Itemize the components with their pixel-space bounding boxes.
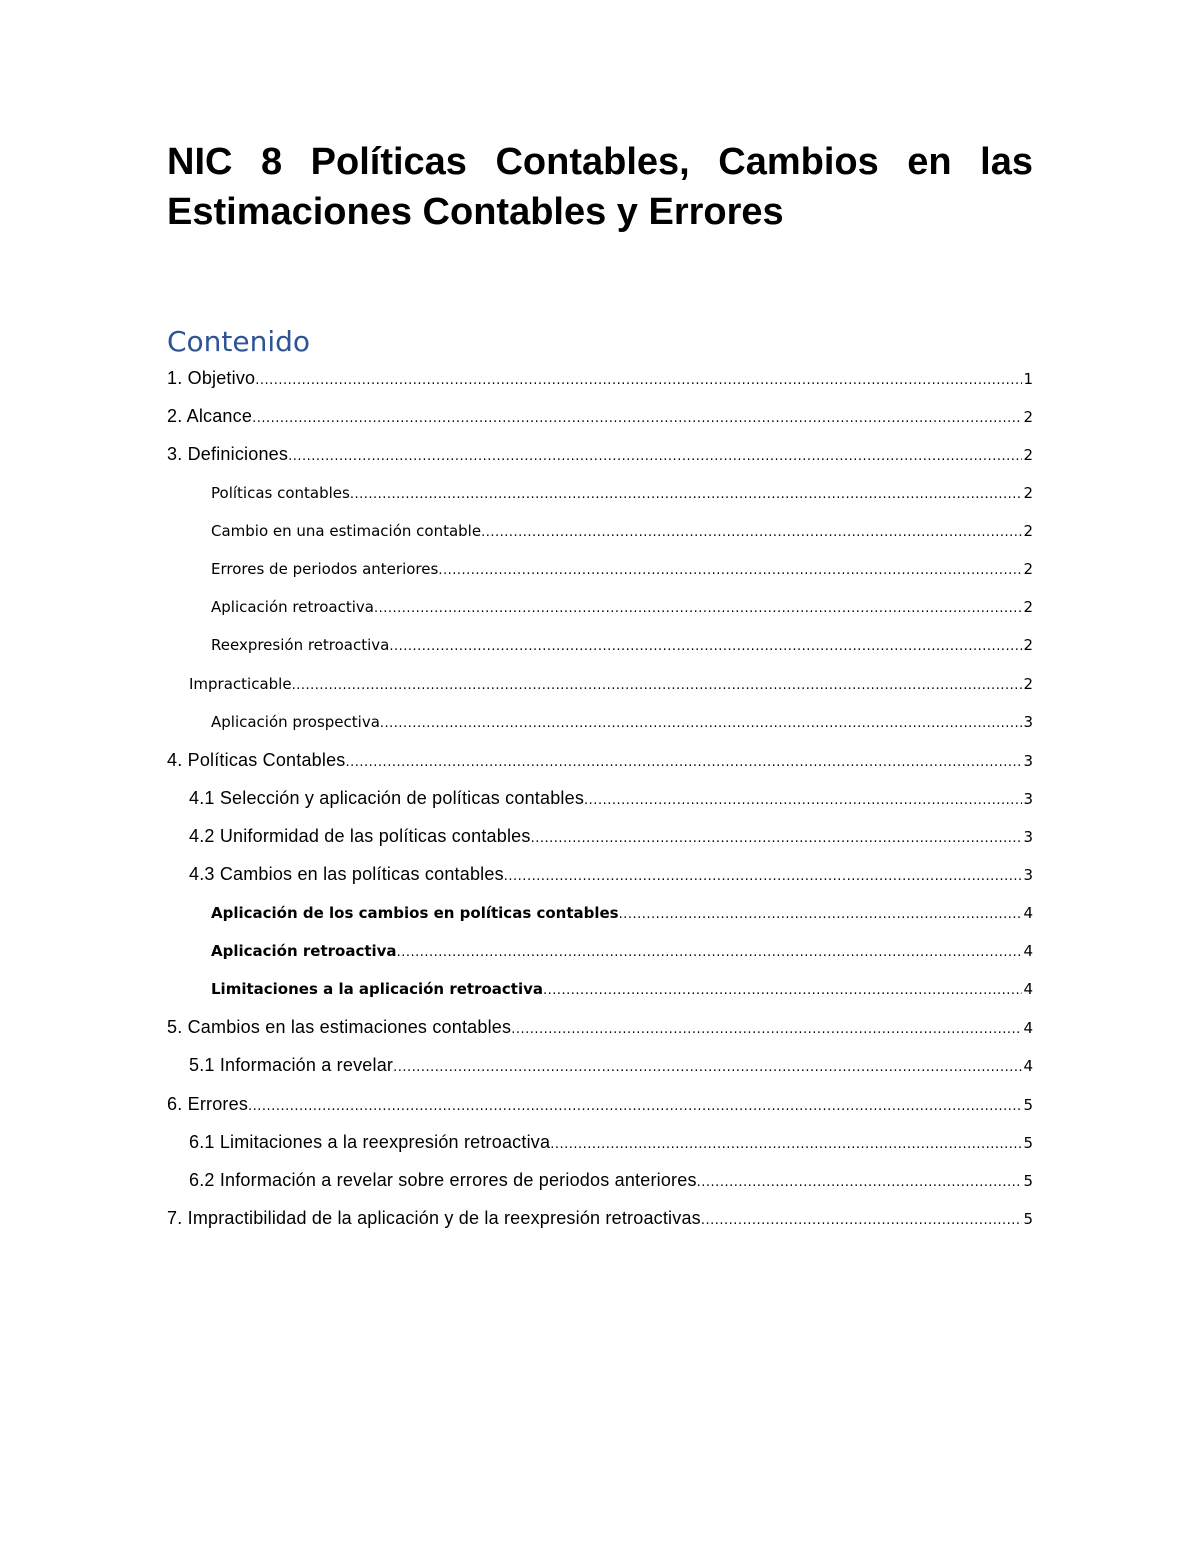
table-of-contents [167,359,1033,1237]
toc-entry[interactable] [167,1161,1033,1199]
toc-dot-leader [543,972,1022,1010]
toc-page-number[interactable]: 2 [1023,521,1033,540]
toc-dot-leader [255,362,1022,400]
toc-entry-label[interactable]: 4.3 Cambios en las políticas contables [189,864,504,885]
toc-entry-label[interactable]: 7. Impractibilidad de la aplicación y de la reexpresión retroactivas [167,1208,701,1229]
toc-entry[interactable] [167,435,1033,473]
toc-dot-leader [292,667,1023,705]
toc-entry-label[interactable]: 5.1 Información a revelar [189,1055,394,1076]
toc-dot-leader [438,552,1022,590]
toc-entry-label[interactable]: 6.2 Información a revelar sobre errores de periodos anteriores [189,1169,697,1190]
toc-entry-label[interactable]: Aplicación de los cambios en políticas contables [211,903,619,922]
toc-entry[interactable] [167,970,1033,1008]
toc-entry-label[interactable]: 3. Definiciones [167,444,289,465]
toc-dot-leader [397,934,1023,972]
toc-entry[interactable] [167,932,1033,970]
toc-dot-leader [619,896,1023,934]
toc-dot-leader [701,1202,1023,1240]
toc-entry-label[interactable]: Reexpresión retroactiva [211,636,390,655]
toc-page-number[interactable]: 3 [1023,712,1033,731]
toc-page-number[interactable]: 4 [1023,941,1033,960]
toc-page-number[interactable]: 2 [1023,483,1033,502]
toc-dot-leader [389,628,1022,666]
toc-entry-label[interactable]: Políticas contables [211,483,350,502]
toc-entry-label[interactable]: 5. Cambios en las estimaciones contables [167,1017,512,1038]
toc-entry-label[interactable]: Aplicación prospectiva [211,712,380,731]
toc-entry-label[interactable]: 6.1 Limitaciones a la reexpresión retroactiva [189,1131,551,1152]
toc-entry[interactable] [167,626,1033,664]
toc-entry[interactable] [167,1046,1033,1084]
toc-heading: Contenido [167,325,311,358]
toc-page-number[interactable]: 5 [1023,1171,1033,1190]
toc-page-number[interactable]: 4 [1023,1019,1033,1038]
toc-entry-label[interactable]: 6. Errores [167,1093,249,1114]
toc-page-number[interactable]: 1 [1023,370,1033,388]
toc-page-number[interactable]: 5 [1023,1095,1033,1114]
toc-entry-label[interactable]: 4.2 Uniformidad de las políticas contables [189,826,531,847]
toc-dot-leader [504,858,1023,896]
toc-entry[interactable] [167,665,1033,703]
toc-dot-leader [393,1049,1022,1087]
toc-entry-label[interactable]: Cambio en una estimación contable [211,521,482,540]
toc-entry-label[interactable]: 4. Políticas Contables [167,749,346,770]
toc-page-number[interactable]: 2 [1023,446,1033,465]
toc-dot-leader [350,476,1023,514]
toc-entry[interactable] [167,1199,1033,1237]
toc-page-number[interactable]: 3 [1023,751,1033,770]
toc-entry[interactable] [167,474,1033,512]
toc-entry[interactable] [167,1123,1033,1161]
toc-page-number[interactable]: 4 [1023,903,1033,922]
toc-entry-label[interactable]: Aplicación retroactiva [211,598,374,617]
toc-dot-leader [584,782,1022,820]
toc-entry[interactable] [167,741,1033,779]
toc-page-number[interactable]: 2 [1023,559,1033,578]
toc-page-number[interactable]: 3 [1023,866,1033,885]
toc-page-number[interactable]: 5 [1023,1133,1033,1152]
toc-entry[interactable] [167,703,1033,741]
toc-page-number[interactable]: 2 [1023,674,1033,693]
toc-entry-label[interactable]: 4.1 Selección y aplicación de políticas contables [189,788,585,809]
toc-dot-leader [346,744,1023,782]
toc-page-number[interactable]: 4 [1023,980,1033,998]
toc-entry[interactable] [167,397,1033,435]
toc-entry[interactable] [167,512,1033,550]
toc-entry[interactable] [167,855,1033,893]
toc-entry-label[interactable]: Impracticable [189,674,292,693]
toc-dot-leader [531,820,1023,858]
toc-entry-label[interactable]: 1. Objetivo [167,368,256,388]
toc-page-number[interactable]: 3 [1023,790,1033,809]
toc-entry-label[interactable]: Aplicación retroactiva [211,941,397,960]
toc-entry[interactable] [167,550,1033,588]
document-title: NIC 8 Políticas Contables, Cambios en las Estimaciones Contables y Errores [167,141,1033,233]
toc-dot-leader [380,705,1023,743]
toc-dot-leader [481,514,1022,552]
toc-dot-leader [252,400,1022,438]
toc-entry[interactable] [167,894,1033,932]
toc-page-number[interactable]: 2 [1023,408,1033,427]
toc-entry[interactable] [167,779,1033,817]
toc-entry-label[interactable]: Limitaciones a la aplicación retroactiva [211,980,543,998]
toc-entry-label[interactable]: 2. Alcance [167,406,253,427]
toc-dot-leader [288,438,1022,476]
toc-page-number[interactable]: 2 [1023,598,1033,617]
toc-page-number[interactable]: 2 [1023,636,1033,655]
toc-page-number[interactable]: 4 [1023,1057,1033,1076]
toc-entry[interactable] [167,1085,1033,1123]
toc-entry[interactable] [167,359,1033,397]
toc-entry-label[interactable]: Errores de periodos anteriores [211,559,439,578]
toc-entry[interactable] [167,817,1033,855]
toc-page-number[interactable]: 5 [1023,1210,1033,1229]
toc-dot-leader [511,1011,1022,1049]
toc-dot-leader [248,1088,1022,1126]
toc-dot-leader [374,590,1023,628]
toc-page-number[interactable]: 3 [1023,828,1033,847]
toc-dot-leader [550,1126,1022,1164]
toc-entry[interactable] [167,588,1033,626]
toc-dot-leader [697,1164,1023,1202]
toc-entry[interactable] [167,1008,1033,1046]
